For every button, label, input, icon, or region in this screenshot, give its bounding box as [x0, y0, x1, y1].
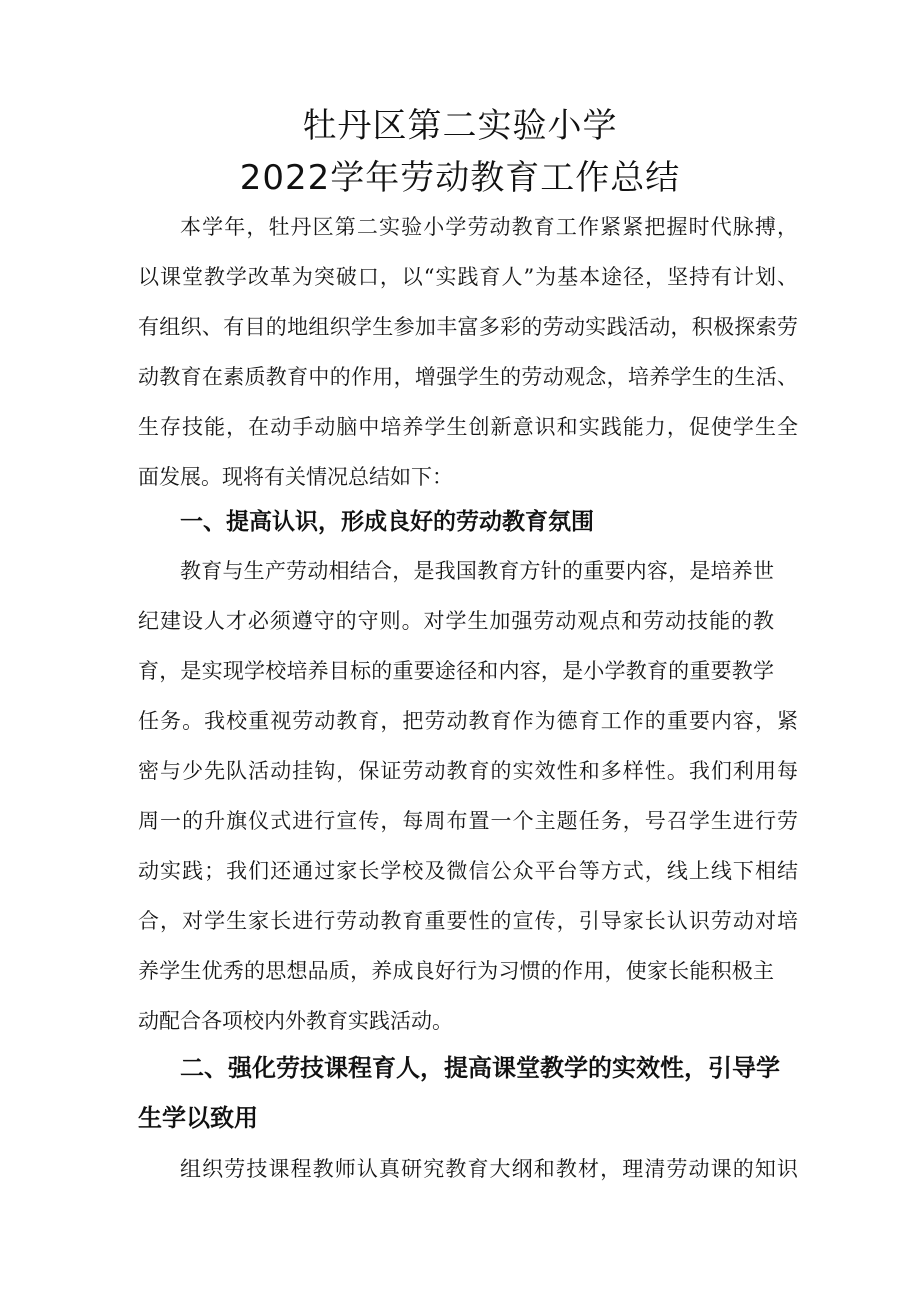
intro-line: 以课堂教学改革为突破口，以“实践育人”为基本途径，坚持有计划、	[138, 265, 798, 289]
section2-heading-line2: 生学以致用	[138, 1104, 258, 1132]
intro-line: 生存技能，在动手动脑中培养学生创新意识和实践能力，促使学生全	[138, 415, 798, 439]
section1-line: 密与少先队活动挂钩，保证劳动教育的实效性和多样性。我们利用每	[138, 759, 798, 783]
section1-line: 周一的升旗仪式进行宣传，每周布置一个主题任务，号召学生进行劳	[138, 809, 798, 833]
section2-line: 组织劳技课程教师认真研究教育大纲和教材，理清劳动课的知识	[180, 1157, 798, 1181]
intro-line: 有组织、有目的地组织学生参加丰富多彩的劳动实践活动，积极探索劳	[138, 315, 798, 339]
section1-line: 任务。我校重视劳动教育，把劳动教育作为德育工作的重要内容，紧	[138, 709, 798, 733]
section1-line: 动实践；我们还通过家长学校及微信公众平台等方式，线上线下相结	[138, 859, 798, 883]
intro-line: 本学年，牡丹区第二实验小学劳动教育工作紧紧把握时代脉搏，	[180, 215, 798, 239]
intro-line: 面发展。现将有关情况总结如下：	[138, 465, 453, 489]
section1-line: 合，对学生家长进行劳动教育重要性的宣传，引导家长认识劳动对培	[138, 909, 798, 933]
document-title-line2: 2022学年劳动教育工作总结	[239, 158, 681, 198]
document-title-line1: 牡丹区第二实验小学	[302, 106, 618, 146]
section1-line: 教育与生产劳动相结合，是我国教育方针的重要内容，是培养世	[180, 559, 774, 583]
section1-line: 养学生优秀的思想品质，养成良好行为习惯的作用，使家长能积极主	[138, 959, 774, 983]
intro-line: 动教育在素质教育中的作用，增强学生的劳动观念，培养学生的生活、	[138, 365, 798, 389]
section1-line: 动配合各项校内外教育实践活动。	[138, 1009, 453, 1033]
section1-line: 育，是实现学校培养目标的重要途径和内容，是小学教育的重要教学	[138, 659, 774, 683]
section1-line: 纪建设人才必须遵守的守则。对学生加强劳动观点和劳动技能的教	[138, 609, 774, 633]
section2-heading-line1: 二、强化劳技课程育人，提高课堂教学的实效性，引导学	[180, 1054, 780, 1082]
section1-heading: 一、提高认识，形成良好的劳动教育氛围	[180, 509, 594, 535]
